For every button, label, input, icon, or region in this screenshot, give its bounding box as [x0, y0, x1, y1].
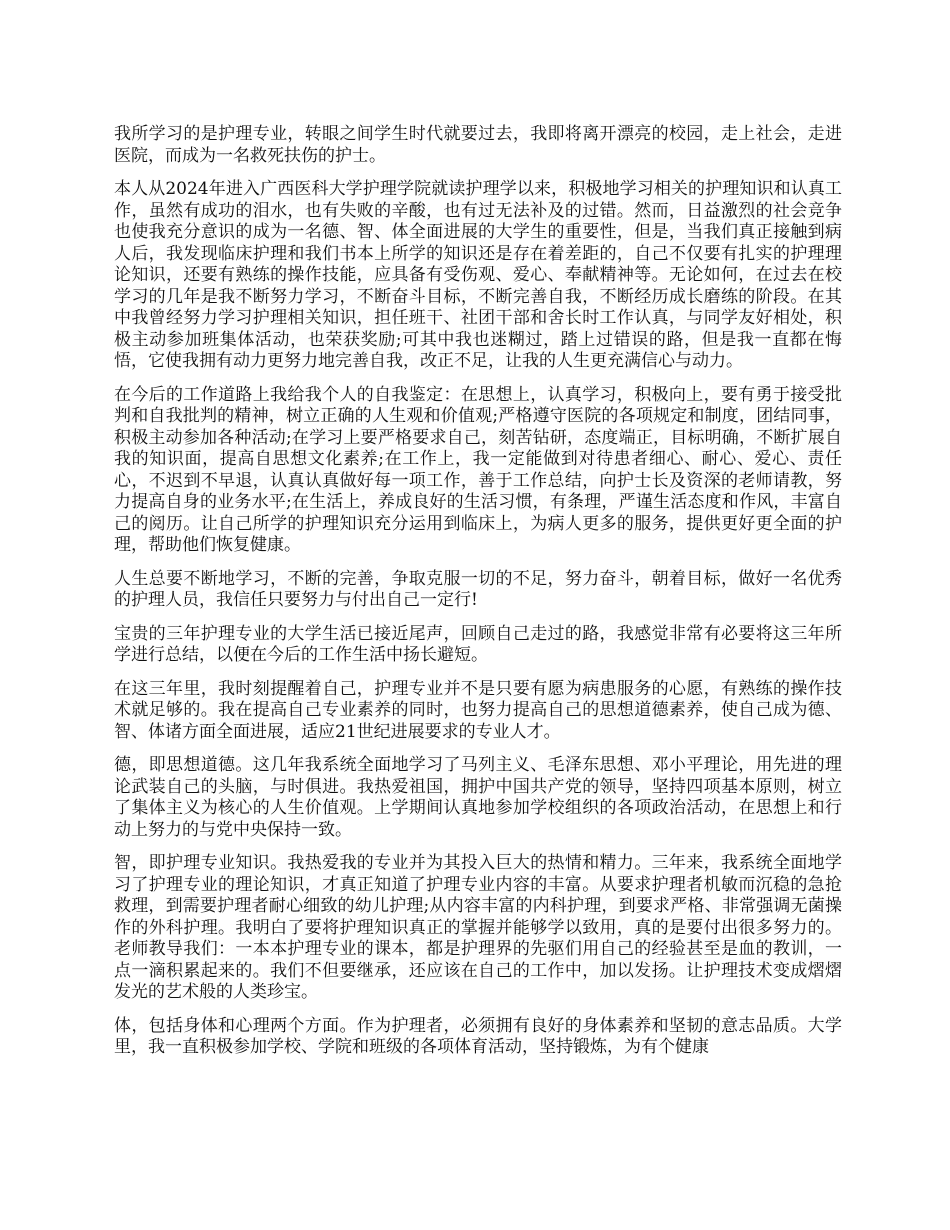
paragraph-5: 宝贵的三年护理专业的大学生活已接近尾声，回顾自己走过的路，我感觉非常有必要将这三年所学进行总结，以便在今后的工作生活中扬长避短。 — [114, 623, 842, 665]
paragraph-6: 在这三年里，我时刻提醒着自己，护理专业并不是只要有愿为病患服务的心愿，有熟练的操作技术就足够的。我在提高自己专业素养的同时，也努力提高自己的思想道德素养，使自己成为德、智、体诸方面全面进展，适应21世纪进展要求的专业人才。 — [114, 678, 842, 742]
paragraph-3: 在今后的工作道路上我给我个人的自我鉴定：在思想上，认真学习，积极向上，要有勇于接受批判和自我批判的精神，树立正确的人生观和价值观;严格遵守医院的各项规定和制度，团结同事，积极主动参加各种活动;在学习上要严格要求自己，刻苦钻研，态度端正，目标明确，不断扩展自我的知识面，提高自思想文化素养;在工作上，我一定能做到对待患者细心、耐心、爱心、责任心，不迟到不早退，认真认真做好每一项工作，善于工作总结，向护士长及资深的老师请教，努力提高自身的业务水平;在生活上，养成良好的生活习惯，有条理，严谨生活态度和作风，丰富自己的阅历。让自己所学的护理知识充分运用到临床上，为病人更多的服务，提供更好更全面的护理，帮助他们恢复健康。 — [114, 384, 842, 555]
paragraph-2: 本人从2024年进入广西医科大学护理学院就读护理学以来，积极地学习相关的护理知识和认真工作，虽然有成功的泪水，也有失败的辛酸，也有过无法补及的过错。然而，日益激烈的社会竞争也使我充分意识的成为一名德、智、体全面进展的大学生的重要性，但是，当我们真正接触到病人后，我发现临床护理和我们书本上所学的知识还是存在着差距的，自己不仅要有扎实的护理理论知识，还要有熟练的操作技能，应具备有受伤观、爱心、奉献精神等。无论如何，在过去在校学习的几年是我不断努力学习，不断奋斗目标，不断完善自我，不断经历成长磨练的阶段。在其中我曾经努力学习护理相关知识，担任班干、社团干部和舍长时工作认真，与同学友好相处，积极主动参加班集体活动，也荣获奖励;可其中我也迷糊过，踏上过错误的路，但是我一直都在悔悟，它使我拥有动力更努力地完善自我，改正不足，让我的人生更充满信心与动力。 — [114, 179, 842, 371]
document-body — [114, 124, 842, 1071]
paragraph-1: 我所学习的是护理专业，转眼之间学生时代就要过去，我即将离开漂亮的校园，走上社会，走进医院，而成为一名救死扶伤的护士。 — [114, 124, 842, 166]
paragraph-8: 智，即护理专业知识。我热爱我的专业并为其投入巨大的热情和精力。三年来，我系统全面地学习了护理专业的理论知识，才真正知道了护理专业内容的丰富。从要求护理者机敏而沉稳的急抢救理，到需要护理者耐心细致的幼儿护理;从内容丰富的内科护理，到要求严格、非常强调无菌操作的外科护理。我明白了要将护理知识真正的掌握并能够学以致用，真的是要付出很多努力的。老师教导我们：一本本护理专业的课本，都是护理界的先驱们用自己的经验甚至是血的教训，一点一滴积累起来的。我们不但要继承，还应该在自己的工作中，加以发扬。让护理技术变成熠熠发光的艺术般的人类珍宝。 — [114, 853, 842, 1002]
paragraph-9: 体，包括身体和心理两个方面。作为护理者，必须拥有良好的身体素养和坚韧的意志品质。大学里，我一直积极参加学校、学院和班级的各项体育活动，坚持锻炼，为有个健康 — [114, 1015, 842, 1057]
paragraph-4: 人生总要不断地学习，不断的完善，争取克服一切的不足，努力奋斗，朝着目标，做好一名优秀的护理人员，我信任只要努力与付出自己一定行! — [114, 568, 842, 610]
paragraph-7: 德，即思想道德。这几年我系统全面地学习了马列主义、毛泽东思想、邓小平理论，用先进的理论武装自己的头脑，与时俱进。我热爱祖国，拥护中国共产党的领导，坚持四项基本原则，树立了集体主义为核心的人生价值观。上学期间认真地参加学校组织的各项政治活动，在思想上和行动上努力的与党中央保持一致。 — [114, 755, 842, 840]
